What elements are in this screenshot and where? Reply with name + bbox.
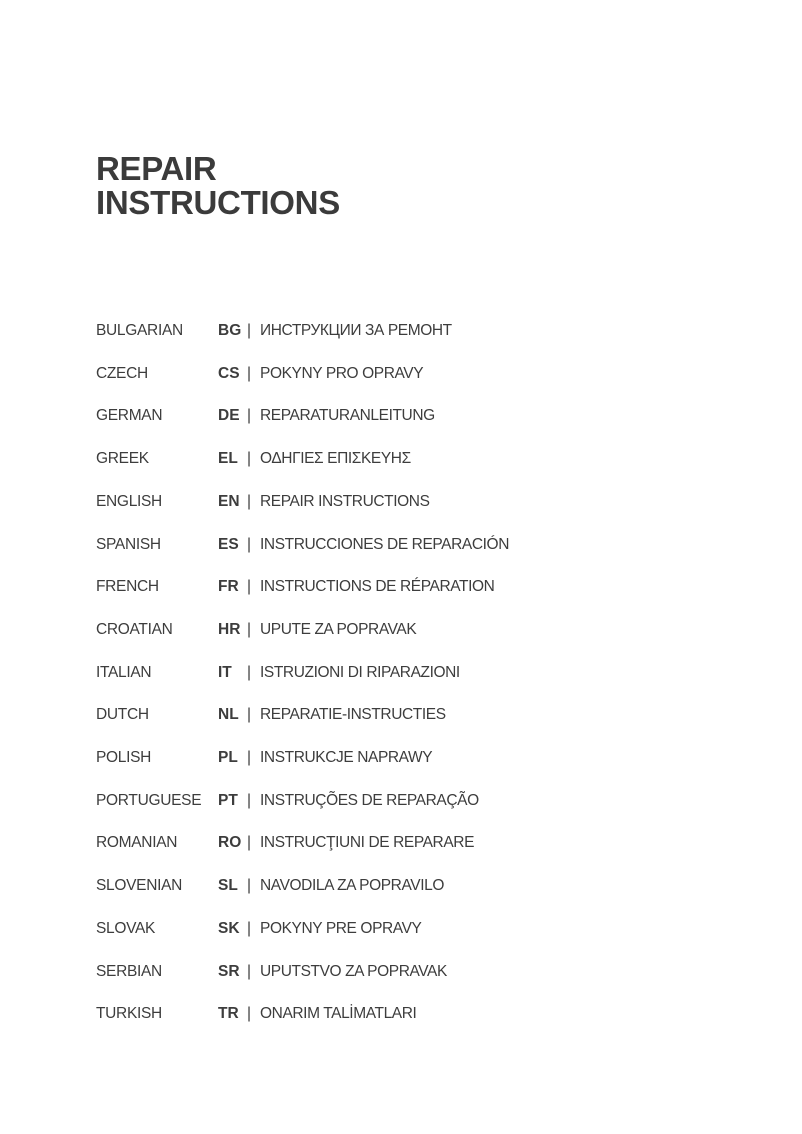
language-name: GERMAN <box>96 407 163 424</box>
translated-title: POKYNY PRE OPRAVY <box>260 920 422 937</box>
language-code: ES <box>218 536 239 553</box>
translated-title: INSTRUÇÕES DE REPARAÇÃO <box>260 792 479 809</box>
language-name: ROMANIAN <box>96 834 178 851</box>
language-code: DE <box>218 407 240 424</box>
language-name: SPANISH <box>96 536 161 553</box>
separator: | <box>247 450 252 467</box>
language-name: SERBIAN <box>96 963 162 980</box>
title-line-1: REPAIR <box>96 150 217 187</box>
translated-title: ИНСТРУКЦИИ ЗА РЕМОНТ <box>260 322 452 339</box>
language-name: GREEK <box>96 450 149 467</box>
translated-title: REPARATURANLEITUNG <box>260 407 435 424</box>
separator: | <box>247 621 252 638</box>
language-code: EL <box>218 450 238 467</box>
language-code: SR <box>218 963 240 980</box>
separator: | <box>247 536 252 553</box>
translated-title: ISTRUZIONI DI RIPARAZIONI <box>260 664 460 681</box>
language-code: EN <box>218 493 240 510</box>
separator: | <box>247 322 252 339</box>
language-code: IT <box>218 664 232 681</box>
language-code: NL <box>218 706 239 723</box>
separator: | <box>247 877 252 894</box>
translated-title: INSTRUCŢIUNI DE REPARARE <box>260 834 475 851</box>
translated-title: ΟΔΗΓΙΕΣ ΕΠΙΣΚΕΥΗΣ <box>260 450 411 467</box>
translated-title: NAVODILA ZA POPRAVILO <box>260 877 444 894</box>
translated-title: UPUTSTVO ZA POPRAVAK <box>260 963 447 980</box>
language-name: TURKISH <box>96 1005 162 1022</box>
separator: | <box>247 407 252 424</box>
language-code: TR <box>218 1005 239 1022</box>
separator: | <box>247 920 252 937</box>
separator: | <box>247 493 252 510</box>
translated-title: POKYNY PRO OPRAVY <box>260 365 424 382</box>
separator: | <box>247 365 252 382</box>
separator: | <box>247 963 252 980</box>
language-name: DUTCH <box>96 706 149 723</box>
translated-title: INSTRUCCIONES DE REPARACIÓN <box>260 536 509 553</box>
language-name: CROATIAN <box>96 621 173 638</box>
language-name: PORTUGUESE <box>96 792 202 809</box>
translated-title: ONARIM TALİMATLARI <box>260 1005 417 1022</box>
language-code: RO <box>218 834 242 851</box>
language-code: HR <box>218 621 241 638</box>
language-name: POLISH <box>96 749 152 766</box>
language-name: SLOVENIAN <box>96 877 183 894</box>
language-code: PT <box>218 792 238 809</box>
separator: | <box>247 1005 252 1022</box>
language-code: CS <box>218 365 240 382</box>
separator: | <box>247 834 252 851</box>
language-name: ITALIAN <box>96 664 152 681</box>
translated-title: UPUTE ZA POPRAVAK <box>260 621 417 638</box>
separator: | <box>247 706 252 723</box>
language-name: ENGLISH <box>96 493 162 510</box>
language-name: SLOVAK <box>96 920 156 937</box>
separator: | <box>247 792 252 809</box>
language-name: FRENCH <box>96 578 159 595</box>
separator: | <box>247 749 252 766</box>
translated-title: REPAIR INSTRUCTIONS <box>260 493 430 510</box>
translated-title: REPARATIE-INSTRUCTIES <box>260 706 446 723</box>
separator: | <box>247 578 252 595</box>
language-code: SK <box>218 920 240 937</box>
language-code: SL <box>218 877 238 894</box>
language-name: CZECH <box>96 365 148 382</box>
separator: | <box>247 664 252 681</box>
language-code: BG <box>218 322 242 339</box>
translated-title: INSTRUCTIONS DE RÉPARATION <box>260 578 495 595</box>
translated-title: INSTRUKCJE NAPRAWY <box>260 749 433 766</box>
language-name: BULGARIAN <box>96 322 183 339</box>
title-line-2: INSTRUCTIONS <box>96 184 340 221</box>
language-code: PL <box>218 749 238 766</box>
language-code: FR <box>218 578 239 595</box>
page-title <box>96 152 340 220</box>
